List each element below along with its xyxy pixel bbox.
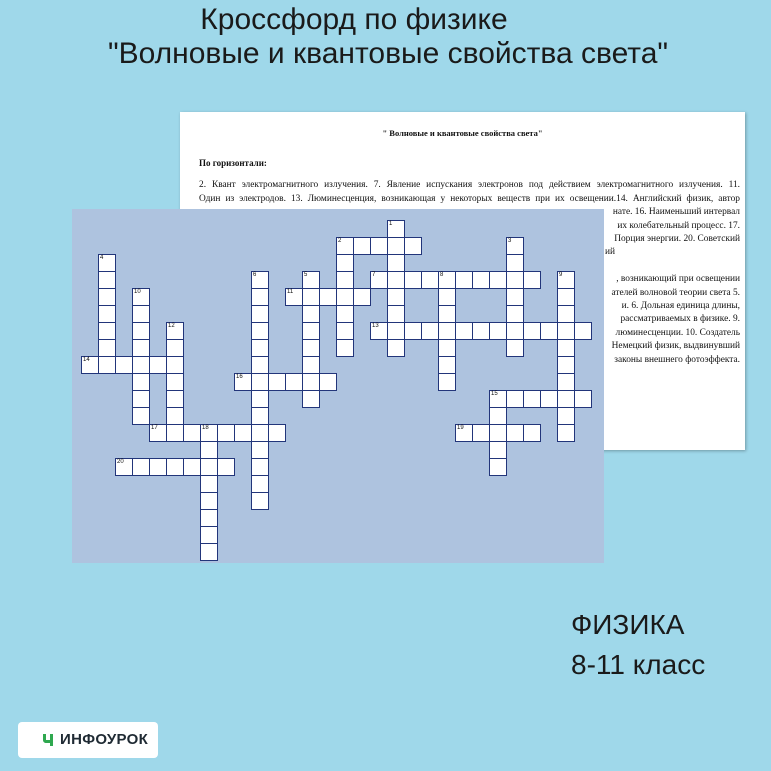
crossword-cell [319,373,337,391]
crossword-cell [268,373,286,391]
crossword-cell [523,390,541,408]
crossword-cell [251,441,269,459]
slide-title-line-2: "Волновые и квантовые свойства света" [107,37,669,70]
crossword-cell [149,356,167,374]
crossword-cell [319,288,337,306]
crossword-cell [557,339,575,357]
crossword-cell [404,237,422,255]
crossword-cell [251,288,269,306]
clue-text-fragment: их колебательный процесс. 17. [617,220,740,231]
clue-text-fragment: , возникающий при освещении [616,274,740,285]
crossword-cell [251,339,269,357]
crossword-cell [302,339,320,357]
crossword-cell [506,271,524,289]
clue-text-line: 2. Квант электромагнитного излучения. 7. Явление испускания электронов под действием электромагнитного излучения. 11. [199,180,740,190]
crossword-cell [302,373,320,391]
crossword-cell [200,509,218,527]
crossword-cell [183,424,201,442]
infourok-logo [18,722,158,758]
crossword-cell [506,390,524,408]
clue-number: 9 [559,272,563,278]
crossword-cell [540,390,558,408]
clue-text-fragment: ий [605,247,616,258]
crossword-cell [540,322,558,340]
logo-text: ИНФОУРОК [60,731,149,748]
crossword-cell [251,475,269,493]
clue-number: 4 [100,255,104,261]
crossword-cell [166,407,184,425]
crossword-cell [387,237,405,255]
clue-number: 5 [304,272,308,278]
crossword-cell [506,254,524,272]
clue-number: 10 [134,289,141,295]
crossword-cell [421,271,439,289]
section-heading: По горизонтали: [199,158,267,168]
crossword-cell [387,305,405,323]
crossword-cell [506,288,524,306]
crossword-cell [132,339,150,357]
crossword-cell [506,424,524,442]
clue-number: 6 [253,272,257,278]
clue-number: 17 [151,425,158,431]
grade-label: 8-11 класс [571,649,706,680]
infourok-logo-icon [42,732,56,748]
crossword-cell [557,390,575,408]
crossword-cell [523,322,541,340]
crossword-cell [336,254,354,272]
clue-text-fragment: законы внешнего фотоэффекта. [614,354,740,365]
clue-text-fragment: Немецкий физик, выдвинувший [611,341,740,352]
crossword-cell [472,322,490,340]
crossword-cell [489,424,507,442]
crossword-cell [251,373,269,391]
crossword-cell [336,288,354,306]
crossword-cell [336,322,354,340]
clue-text-fragment: нате. 16. Наименьший интервал [612,207,740,218]
crossword-cell [200,543,218,561]
crossword-cell [302,305,320,323]
crossword-cell [472,424,490,442]
crossword-cell [251,407,269,425]
crossword-cell [489,322,507,340]
crossword-cell [98,356,116,374]
crossword-cell [353,237,371,255]
crossword-cell [268,424,286,442]
crossword-cell [251,424,269,442]
crossword-cell [404,322,422,340]
crossword-cell [557,322,575,340]
crossword-cell [166,339,184,357]
crossword-cell [370,237,388,255]
crossword-cell [251,322,269,340]
crossword-cell [166,424,184,442]
clue-number: 3 [508,238,512,244]
crossword-cell [166,373,184,391]
crossword-cell [217,424,235,442]
crossword-cell [132,458,150,476]
crossword-cell [523,424,541,442]
clue-number: 8 [440,272,444,278]
crossword-cell [251,305,269,323]
worksheet-title: " Волновые и квантовые свойства света" [382,128,543,138]
crossword-cell [472,271,490,289]
crossword-cell [438,322,456,340]
clue-number: 15 [491,391,498,397]
clue-number: 2 [338,238,342,244]
clue-text-fragment: ателей волновой теории света 5. [611,287,740,298]
crossword-cell [336,305,354,323]
crossword-cell [557,288,575,306]
crossword-cell [438,288,456,306]
crossword-cell [200,526,218,544]
crossword-cell [455,322,473,340]
crossword-cell [132,305,150,323]
crossword-grid [72,209,604,563]
crossword-cell [285,373,303,391]
clue-number: 7 [372,272,376,278]
crossword-cell [251,390,269,408]
crossword-cell [132,356,150,374]
crossword-cell [200,458,218,476]
crossword-cell [98,305,116,323]
crossword-cell [302,288,320,306]
crossword-cell [557,373,575,391]
clue-number: 1 [389,221,393,227]
crossword-cell [234,424,252,442]
crossword-cell [438,373,456,391]
crossword-cell [200,492,218,510]
crossword-cell [489,441,507,459]
crossword-cell [149,458,167,476]
crossword-cell [387,254,405,272]
crossword-cell [115,356,133,374]
clue-text-fragment: и. 6. Дольная единица длины, [621,300,740,311]
crossword-cell [455,271,473,289]
crossword-cell [166,458,184,476]
crossword-cell [438,356,456,374]
clue-number: 11 [287,289,294,295]
crossword-cell [98,339,116,357]
crossword-cell [132,373,150,391]
clue-number: 12 [168,323,175,329]
crossword-cell [387,339,405,357]
crossword-cell [183,458,201,476]
crossword-cell [506,339,524,357]
clue-number: 20 [117,459,124,465]
clue-text-fragment: люминесценции. 10. Создатель [615,327,740,338]
crossword-cell [166,390,184,408]
crossword-cell [489,407,507,425]
crossword-cell [132,390,150,408]
crossword-cell [557,407,575,425]
crossword-cell [387,322,405,340]
crossword-cell [336,271,354,289]
subject-label: ФИЗИКА [571,609,685,640]
clue-text-fragment: Порция энергии. 20. Советский [614,233,740,244]
crossword-cell [506,322,524,340]
clue-number: 19 [457,425,464,431]
crossword-cell [489,458,507,476]
crossword-cell [98,288,116,306]
crossword-cell [523,271,541,289]
crossword-cell [302,322,320,340]
slide-title-line-1: Кроссфорд по физике [200,3,508,36]
clue-number: 16 [236,374,243,380]
crossword-cell [98,271,116,289]
crossword-cell [302,390,320,408]
crossword-cell [438,305,456,323]
crossword-cell [200,475,218,493]
crossword-cell [438,339,456,357]
clue-number: 14 [83,357,90,363]
crossword-cell [251,458,269,476]
crossword-cell [251,492,269,510]
crossword-cell [132,322,150,340]
crossword-cell [217,458,235,476]
crossword-cell [251,356,269,374]
clue-text-line: Один из электродов. 13. Люминесценция, возникающая у некоторых веществ при их освещении.14. Английский физик, автор [199,193,740,204]
clue-number: 18 [202,425,209,431]
crossword-cell [557,356,575,374]
crossword-cell [132,407,150,425]
clue-number: 13 [372,323,379,329]
crossword-cell [557,305,575,323]
crossword-cell [387,271,405,289]
crossword-cell [506,305,524,323]
crossword-cell [353,288,371,306]
crossword-cell [574,322,592,340]
crossword-cell [557,424,575,442]
clue-text-fragment: рассматриваемых в физике. 9. [620,314,740,325]
crossword-cell [574,390,592,408]
crossword-cell [200,441,218,459]
crossword-cell [489,271,507,289]
crossword-cell [302,356,320,374]
crossword-cell [421,322,439,340]
crossword-cell [336,339,354,357]
crossword-cell [404,271,422,289]
crossword-cell [387,288,405,306]
crossword-cell [166,356,184,374]
crossword-cell [98,322,116,340]
